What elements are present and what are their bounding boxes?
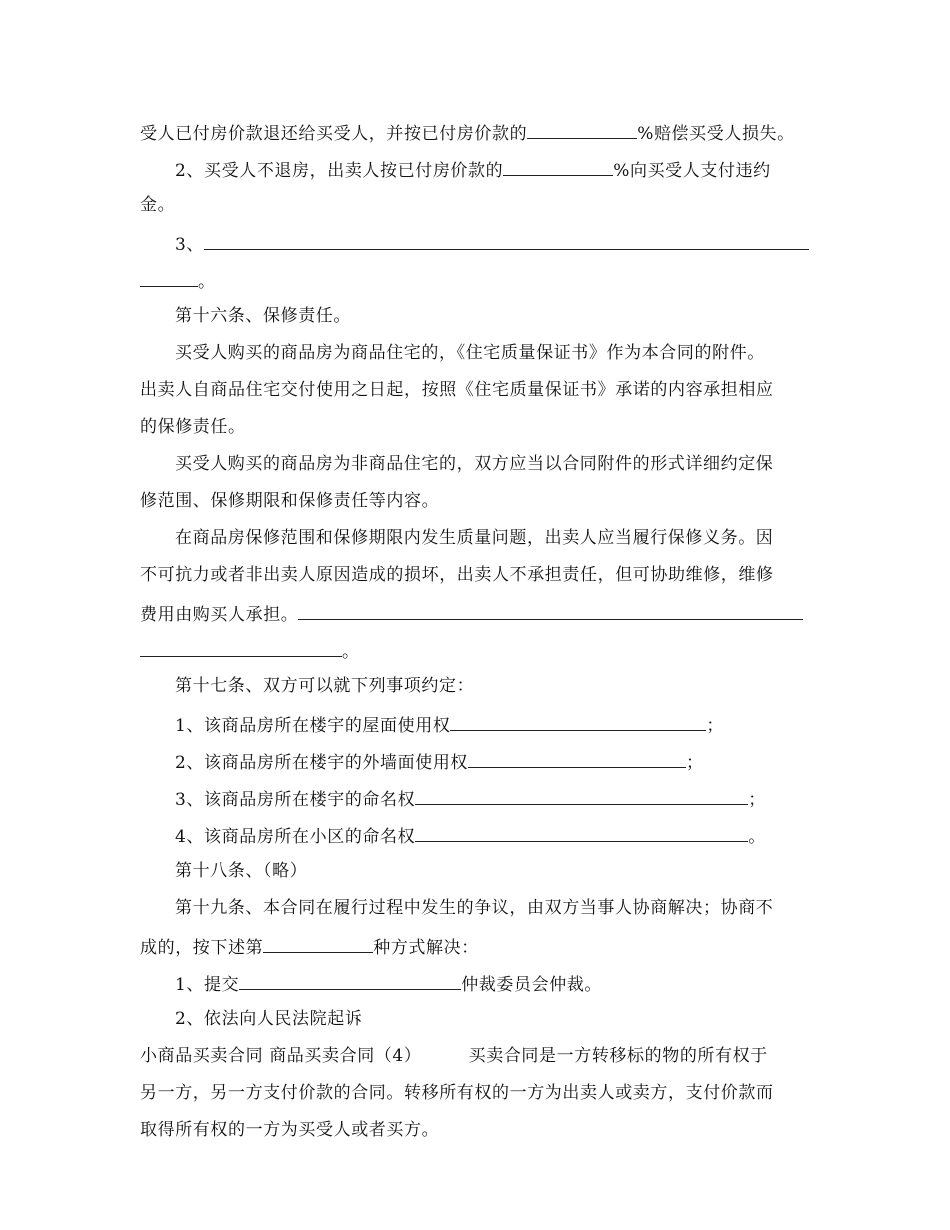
fill-in-blank[interactable] bbox=[450, 708, 706, 731]
text-line bbox=[140, 227, 820, 264]
fill-in-blank[interactable] bbox=[527, 116, 637, 139]
text-line bbox=[140, 338, 820, 375]
line-text: 4、该商品房所在小区的命名权 bbox=[175, 827, 416, 847]
text-line bbox=[140, 1078, 820, 1115]
text-line bbox=[140, 856, 820, 893]
text-line bbox=[140, 671, 820, 708]
line-text: 金。 bbox=[140, 195, 176, 215]
text-line bbox=[140, 745, 820, 782]
text-line bbox=[140, 264, 820, 301]
fill-in-blank[interactable] bbox=[204, 227, 809, 250]
line-text: 在商品房保修范围和保修期限内发生质量问题，出卖人应当履行保修义务。因 bbox=[175, 528, 774, 548]
text-line bbox=[140, 560, 820, 597]
line-text: 1、该商品房所在楼宇的屋面使用权 bbox=[175, 716, 451, 736]
fill-in-blank[interactable] bbox=[415, 782, 748, 805]
line-text: 买受人购买的商品房为商品住宅的，《住宅质量保证书》作为本合同的附件。 bbox=[175, 343, 765, 363]
text-line bbox=[140, 1115, 820, 1152]
line-text: 2、依法向人民法院起诉 bbox=[175, 1009, 363, 1029]
text-line bbox=[140, 412, 820, 449]
line-text: 第十七条、双方可以就下列事项约定： bbox=[175, 676, 475, 696]
text-line bbox=[140, 1041, 820, 1078]
text-line bbox=[140, 930, 820, 967]
text-line bbox=[140, 301, 820, 338]
line-text-after-blank: ； bbox=[706, 716, 725, 736]
text-line bbox=[140, 967, 820, 1004]
fill-in-blank[interactable] bbox=[239, 967, 461, 990]
line-text: 成的，按下述第 bbox=[140, 938, 264, 958]
text-line bbox=[140, 449, 820, 486]
text-line bbox=[140, 486, 820, 523]
line-text: 买受人购买的商品房为非商品住宅的，双方应当以合同附件的形式详细约定保 bbox=[175, 454, 774, 474]
text-line bbox=[140, 190, 820, 227]
line-text: 第十九条、本合同在履行过程中发生的争议，由双方当事人协商解决；协商不 bbox=[175, 898, 774, 918]
line-text-after-blank: %赔偿买受人损失。 bbox=[637, 124, 795, 144]
line-text-after-blank: 。 bbox=[198, 272, 216, 292]
line-text: 2、该商品房所在楼宇的外墙面使用权 bbox=[175, 753, 469, 773]
line-text: 不可抗力或者非出卖人原因造成的损坏，出卖人不承担责任，但可协助维修，维修 bbox=[140, 565, 774, 585]
line-text: 1、提交 bbox=[175, 975, 240, 995]
line-text: 出卖人自商品住宅交付使用之日起，按照《住宅质量保证书》承诺的内容承担相应 bbox=[140, 380, 774, 400]
line-text-after-blank: 仲裁委员会仲裁。 bbox=[461, 975, 603, 995]
line-text: 费用由购买人承担。 bbox=[140, 605, 299, 625]
line-text-after-blank: 。 bbox=[342, 642, 360, 662]
line-text: 2、买受人不退房，出卖人按已付房价款的 bbox=[175, 161, 504, 181]
text-line bbox=[140, 819, 820, 856]
line-text: 3、 bbox=[175, 235, 205, 255]
line-text-after-blank: %向买受人支付违约 bbox=[613, 161, 771, 181]
text-line bbox=[140, 782, 820, 819]
line-text: 第十八条、（略） bbox=[175, 861, 308, 881]
fill-in-blank[interactable] bbox=[468, 745, 686, 768]
text-line bbox=[140, 634, 820, 671]
text-line bbox=[140, 708, 820, 745]
fill-in-blank[interactable] bbox=[140, 634, 342, 657]
line-text-after-blank: 。 bbox=[748, 827, 766, 847]
fill-in-blank[interactable] bbox=[263, 930, 373, 953]
line-text-after-blank: 种方式解决： bbox=[373, 938, 479, 958]
line-text: 另一方，另一方支付价款的合同。转移所有权的一方为出卖人或卖方，支付价款而 bbox=[140, 1083, 774, 1103]
line-text: 修范围、保修期限和保修责任等内容。 bbox=[140, 491, 440, 511]
fill-in-blank[interactable] bbox=[140, 264, 198, 287]
line-text: 3、该商品房所在楼宇的命名权 bbox=[175, 790, 416, 810]
text-line bbox=[140, 116, 820, 153]
line-text: 受人已付房价款退还给买受人，并按已付房价款的 bbox=[140, 124, 528, 144]
line-text-after-blank: ； bbox=[686, 753, 704, 773]
line-text: 的保修责任。 bbox=[140, 417, 246, 437]
fill-in-blank[interactable] bbox=[503, 153, 613, 176]
line-text-after-blank: ； bbox=[748, 790, 766, 810]
fill-in-blank[interactable] bbox=[298, 597, 803, 620]
text-line bbox=[140, 375, 820, 412]
text-line bbox=[140, 1004, 820, 1041]
text-line bbox=[140, 153, 820, 190]
text-line bbox=[140, 597, 820, 634]
text-line bbox=[140, 523, 820, 560]
text-line bbox=[140, 893, 820, 930]
fill-in-blank[interactable] bbox=[415, 819, 748, 842]
line-text: 第十六条、保修责任。 bbox=[175, 306, 351, 326]
line-text: 取得所有权的一方为买受人或者买方。 bbox=[140, 1120, 440, 1140]
line-text: 小商品买卖合同 商品买卖合同（4） 买卖合同是一方转移标的物的所有权于 bbox=[140, 1046, 768, 1066]
document-body bbox=[140, 116, 820, 1152]
